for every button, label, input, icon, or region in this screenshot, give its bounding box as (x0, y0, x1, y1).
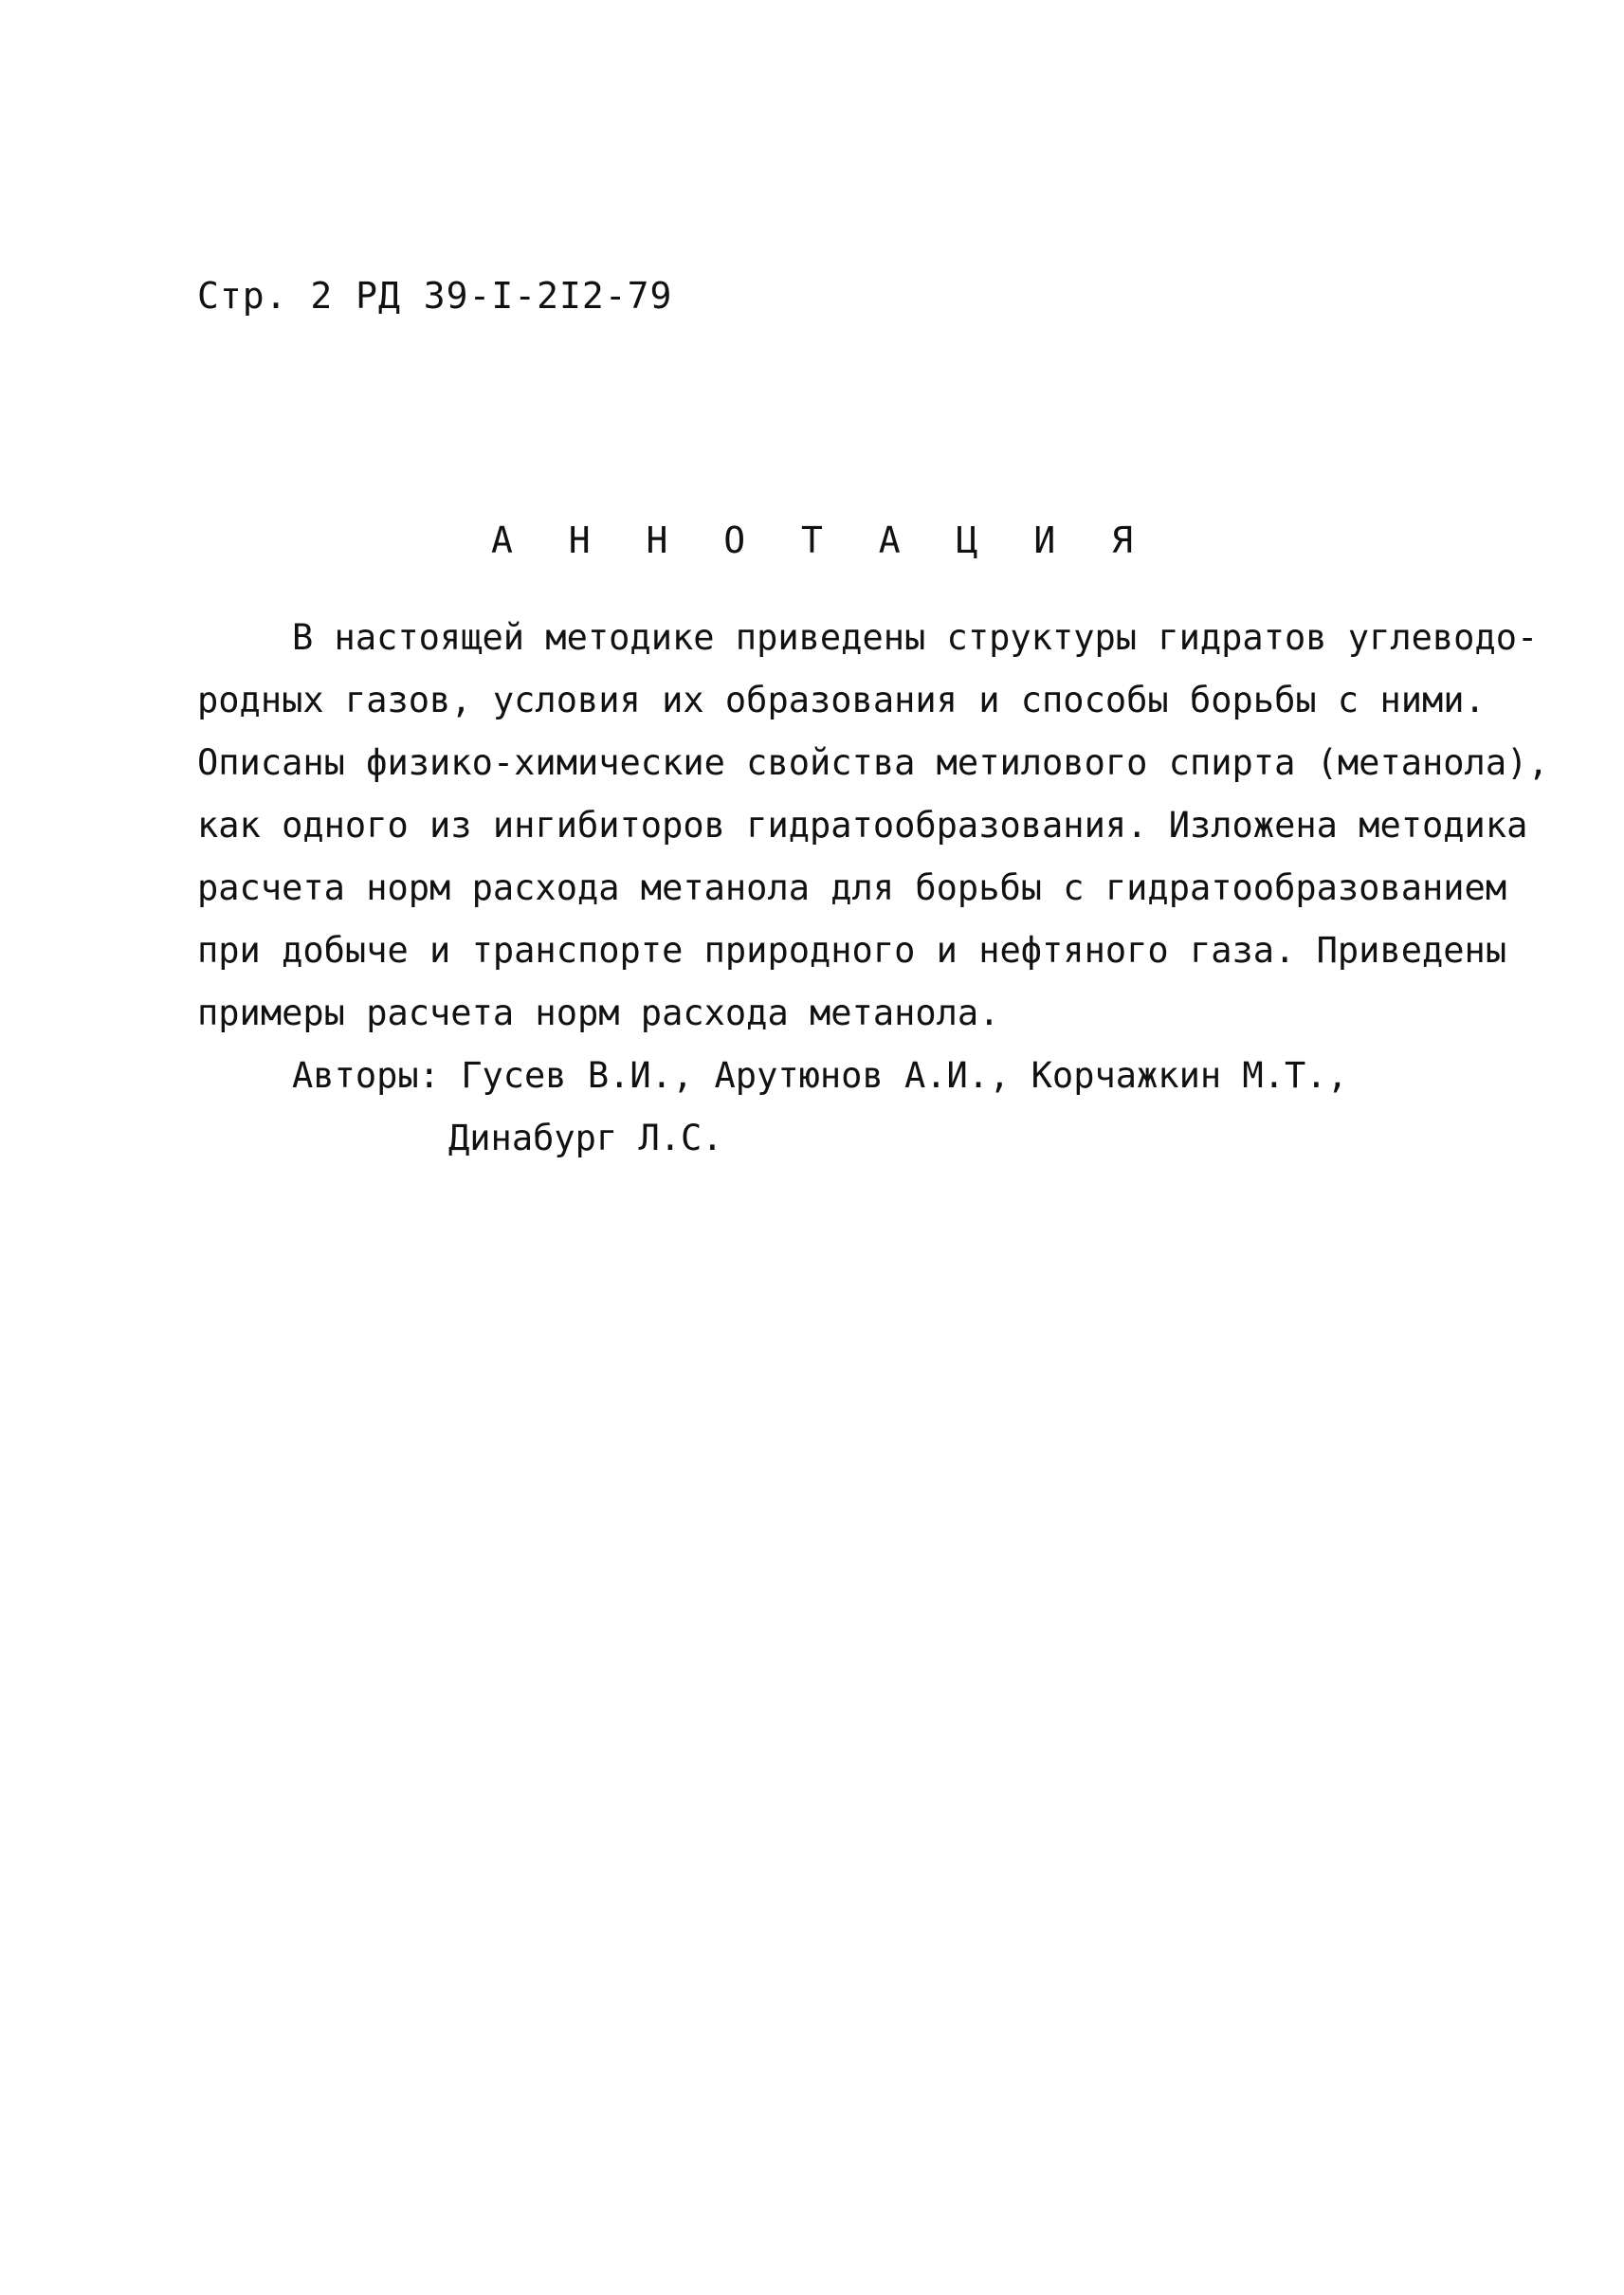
abstract-line: расчета норм расхода метанола для борьбы с гидратообразованием (197, 867, 1507, 908)
abstract-line: В настоящей методике приведены структуры гидратов углеводо- (292, 617, 1539, 658)
abstract-line: примеры расчета норм расхода метанола. (197, 993, 1000, 1033)
abstract-line: при добыче и транспорте природного и нефтяного газа. Приведены (197, 930, 1507, 971)
abstract-line: как одного из ингибиторов гидратообразования. Изложена методика (197, 805, 1528, 846)
section-title: А Н Н О Т А Ц И Я (491, 519, 1150, 561)
authors-line-continued: Динабург Л.С. (448, 1118, 723, 1158)
authors-line: Авторы: Гусев В.И., Арутюнов А.И., Корчажкин М.Т., (292, 1055, 1348, 1096)
abstract-body (197, 607, 1549, 1170)
abstract-line: родных газов, условия их образования и способы борьбы с ними. (197, 680, 1486, 720)
page-reference: Стр. 2 РД 39-I-2I2-79 (197, 275, 673, 317)
abstract-line: Описаны физико-химические свойства метилового спирта (метанола), (197, 742, 1549, 783)
